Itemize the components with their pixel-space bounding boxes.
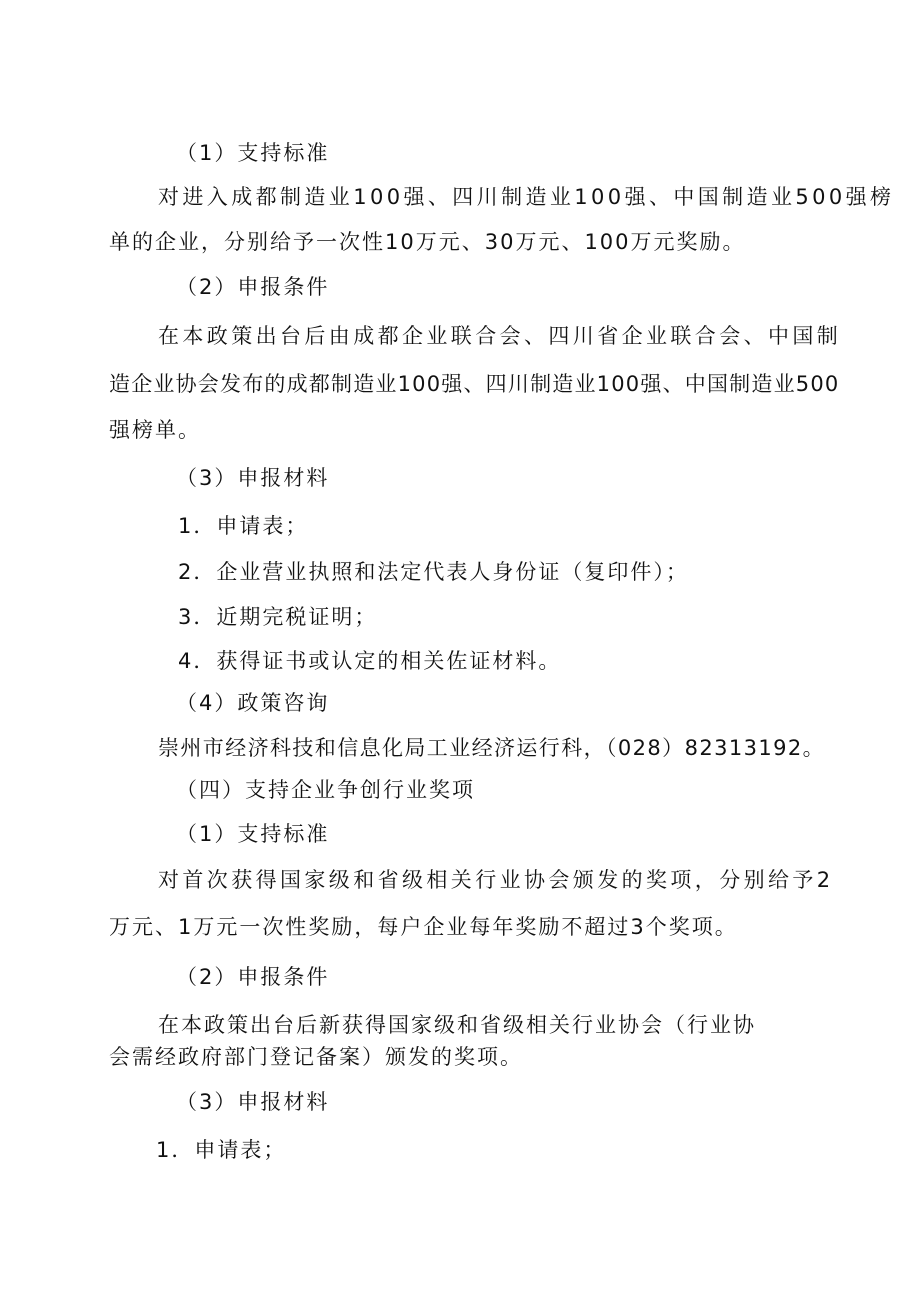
s2-paragraph-conditions-line-1: 在本政策出台后新获得国家级和省级相关行业协会（行业协 [158, 1013, 756, 1037]
s1-heading-policy-consult: （4）政策咨询 [176, 691, 330, 715]
s1-list-item-3: 3．近期完税证明； [178, 605, 378, 629]
s1-heading-apply-materials: （3）申报材料 [176, 466, 330, 490]
s1-paragraph-standard-line-1: 对进入成都制造业100强、四川制造业100强、中国制造业500强榜 [158, 185, 895, 209]
s1-paragraph-conditions-line-3: 强榜单。 [109, 418, 201, 442]
s2-paragraph-standard-line-1: 对首次获得国家级和省级相关行业协会颁发的奖项，分别给予2 [158, 868, 834, 892]
s1-list-item-1: 1．申请表； [178, 514, 309, 538]
s2-section-title: （四）支持企业争创行业奖项 [176, 778, 475, 802]
s2-heading-apply-conditions: （2）申报条件 [176, 965, 330, 989]
s1-contact-line: 崇州市经济科技和信息化局工业经济运行科，（028）82313192。 [158, 736, 826, 760]
s2-paragraph-conditions-line-2: 会需经政府部门登记备案）颁发的奖项。 [109, 1045, 523, 1069]
s1-paragraph-conditions-line-1: 在本政策出台后由成都企业联合会、四川省企业联合会、中国制 [158, 324, 842, 348]
s1-list-item-2: 2．企业营业执照和法定代表人身份证（复印件）； [178, 560, 689, 584]
s1-paragraph-conditions-line-2: 造企业协会发布的成都制造业100强、四川制造业100强、中国制造业500 [109, 372, 840, 396]
s2-paragraph-standard-line-2: 万元、1万元一次性奖励，每户企业每年奖励不超过3个奖项。 [109, 915, 738, 939]
s1-paragraph-standard-line-2: 单的企业，分别给予一次性10万元、30万元、100万元奖励。 [109, 230, 746, 254]
s2-heading-support-standard: （1）支持标准 [176, 822, 330, 846]
s1-heading-support-standard: （1）支持标准 [176, 141, 330, 165]
s2-heading-apply-materials: （3）申报材料 [176, 1090, 330, 1114]
s1-list-item-4: 4．获得证书或认定的相关佐证材料。 [178, 649, 562, 673]
s2-list-item-1: 1．申请表； [156, 1138, 287, 1162]
s1-heading-apply-conditions: （2）申报条件 [176, 275, 330, 299]
